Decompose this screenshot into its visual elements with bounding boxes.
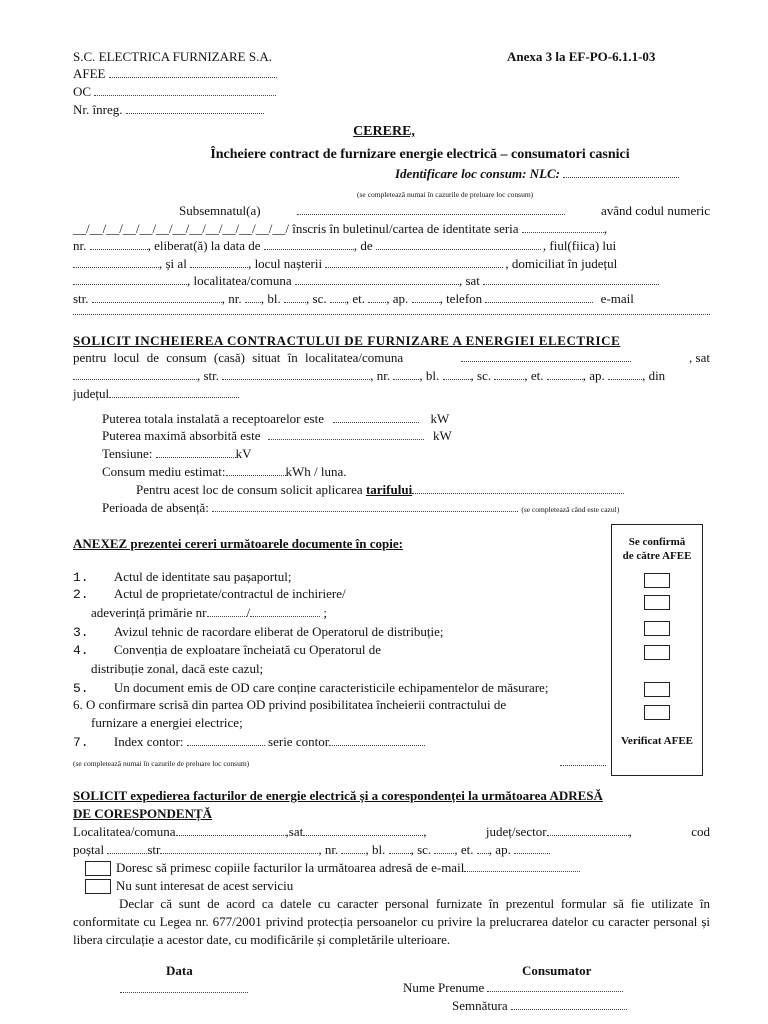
street-label: str. bbox=[73, 291, 89, 306]
street-input[interactable] bbox=[92, 291, 222, 303]
absence-note: (se completează când este cazul) bbox=[521, 505, 620, 514]
mailing-apartment-input[interactable] bbox=[514, 842, 550, 854]
mailing-number-label: , nr. bbox=[318, 842, 339, 857]
block-label: , bl. bbox=[260, 291, 281, 306]
annex-item-text: adeverință primărie nr bbox=[91, 605, 207, 620]
annex-item-4 bbox=[73, 642, 381, 658]
mother-input[interactable] bbox=[190, 256, 248, 268]
date-label: Data bbox=[166, 963, 193, 978]
mailing-line-2 bbox=[73, 842, 550, 857]
request-line-2 bbox=[73, 368, 665, 383]
power-max-unit: kW bbox=[432, 428, 452, 443]
afee-box-title-line-1: Se confirmă bbox=[628, 536, 686, 548]
request-heading: SOLICIT INCHEIEREA CONTRACTULUI DE FURNIZARE A ENERGIEI ELECTRICE bbox=[73, 333, 621, 348]
afee-check-4[interactable] bbox=[644, 645, 670, 660]
issue-date-input[interactable] bbox=[264, 238, 354, 250]
block-input[interactable] bbox=[284, 291, 306, 303]
county-input[interactable] bbox=[73, 273, 187, 285]
mailing-number-input[interactable] bbox=[341, 842, 365, 854]
power-installed-label: Puterea totala instalată a receptoarelor este bbox=[102, 411, 324, 426]
locality-input[interactable] bbox=[295, 273, 459, 285]
issued-by-input[interactable] bbox=[376, 238, 541, 250]
annex-item-2 bbox=[73, 586, 346, 602]
stair-label: , sc. bbox=[306, 291, 327, 306]
afee-check-1[interactable] bbox=[644, 573, 670, 588]
apartment-label: , ap. bbox=[386, 291, 409, 306]
location-apartment-input[interactable] bbox=[608, 368, 642, 380]
annex-item-6 bbox=[73, 697, 506, 712]
meter-serial-label: serie contor bbox=[268, 734, 330, 749]
mailing-postcode-label: cod bbox=[691, 824, 710, 839]
location-county-prefix: , din bbox=[642, 368, 666, 383]
applicant-name-label: Subsemnatul(a) bbox=[179, 203, 261, 218]
voltage-field[interactable] bbox=[102, 446, 252, 461]
phone-label: , telefon bbox=[439, 291, 483, 306]
afee-check-3[interactable] bbox=[644, 621, 670, 636]
nlc-note: (se completează numai în cazurile de preluare loc consum) bbox=[357, 190, 534, 199]
annex-item-text: Actul de identitate sau pașaportul; bbox=[113, 569, 292, 584]
consumer-name-field[interactable] bbox=[403, 980, 623, 995]
annex-heading: ANEXEZ prezentei cereri următoarele documente în copie: bbox=[73, 536, 403, 551]
signature-field[interactable] bbox=[452, 998, 627, 1013]
number-label: , nr. bbox=[221, 291, 242, 306]
issued-by-label: , de bbox=[353, 238, 373, 253]
location-street-label: , str. bbox=[197, 368, 220, 383]
not-interested-checkbox[interactable] bbox=[85, 879, 111, 894]
location-number-input[interactable] bbox=[393, 368, 419, 380]
id-number-input[interactable] bbox=[90, 238, 148, 250]
invoice-email-input[interactable] bbox=[464, 860, 580, 872]
tariff-input[interactable] bbox=[412, 482, 624, 494]
applicant-line-4 bbox=[73, 256, 617, 271]
annex-item-number: 7. bbox=[73, 735, 89, 750]
power-max-label: Puterea maximă absorbită este bbox=[102, 428, 261, 443]
signature-input[interactable] bbox=[511, 998, 627, 1010]
location-county-input[interactable] bbox=[109, 386, 239, 398]
mailing-county-group bbox=[486, 824, 632, 839]
annex-item-5 bbox=[73, 680, 548, 696]
cnp-input[interactable]: __/__/__/__/__/__/__/__/__/__/__/__/__/ bbox=[73, 221, 289, 236]
date-input[interactable] bbox=[120, 992, 248, 993]
location-locality-label: pentru locul de consum (casă) situat în localitatea/comuna bbox=[73, 350, 404, 365]
location-county-label: județul bbox=[73, 386, 110, 401]
locality-label: , localitatea/comuna bbox=[187, 273, 292, 288]
mailing-locality-label: Localitatea/comuna bbox=[73, 824, 176, 839]
mailing-postcode-input[interactable] bbox=[107, 842, 147, 854]
nlc-label: Identificare loc consum: NLC: bbox=[395, 166, 561, 181]
applicant-line-2: __/__/__/__/__/__/__/__/__/__/__/__/__/ înscris în buletinul/cartea de identitate seria , bbox=[73, 221, 608, 236]
power-installed-field[interactable] bbox=[102, 411, 449, 426]
id-series-label: înscris în buletinul/cartea de identitate seria bbox=[292, 221, 519, 236]
cnp-label: având codul numeric bbox=[600, 203, 710, 218]
consumer-name-label: Nume Prenume bbox=[403, 980, 485, 995]
applicant-name-input[interactable] bbox=[297, 203, 565, 215]
village-label: , sat bbox=[458, 273, 480, 288]
location-village-label: , sat bbox=[689, 350, 710, 365]
oc-input[interactable] bbox=[94, 84, 276, 96]
city-hall-cert-date-input[interactable] bbox=[250, 605, 320, 617]
absence-field[interactable] bbox=[102, 500, 619, 515]
afee-check-2[interactable] bbox=[644, 595, 670, 610]
location-floor-label: , et. bbox=[524, 368, 544, 383]
nlc-input[interactable] bbox=[563, 166, 679, 178]
afee-label: AFEE bbox=[73, 66, 106, 81]
consumption-input[interactable] bbox=[226, 464, 286, 476]
mailing-postcode-label-cont: poștal bbox=[73, 842, 105, 857]
annex-reference: Anexa 3 la EF-PO-6.1.1-03 bbox=[507, 49, 656, 64]
number-input[interactable] bbox=[245, 291, 261, 303]
mailing-comma: , bbox=[423, 824, 427, 839]
annex-item-2-cont bbox=[91, 605, 327, 620]
voltage-label: Tensiune: bbox=[102, 446, 153, 461]
issue-date-label: , eliberat(ă) la data de bbox=[147, 238, 261, 253]
applicant-line-6 bbox=[73, 291, 634, 306]
mailing-village-input[interactable] bbox=[303, 824, 423, 836]
applicant-line-5 bbox=[73, 273, 659, 288]
id-series-input[interactable] bbox=[522, 221, 604, 233]
mailing-apartment-label: , ap. bbox=[488, 842, 511, 857]
annex-item-terminator: ; bbox=[323, 605, 327, 620]
afee-box-footer: Verificat AFEE bbox=[621, 735, 693, 747]
mailing-stair-label: , sc. bbox=[410, 842, 432, 857]
mailing-street-input[interactable] bbox=[160, 842, 318, 854]
meter-index-input[interactable] bbox=[187, 734, 265, 746]
father-input[interactable] bbox=[73, 256, 159, 268]
mailing-comma: , bbox=[628, 824, 632, 839]
afee-verify-signature-input[interactable] bbox=[560, 765, 606, 766]
annex-note: (se completează numai în cazurile de preluare loc consum) bbox=[73, 759, 250, 768]
afee-box-title bbox=[612, 535, 702, 563]
annex-item-7 bbox=[73, 734, 425, 750]
gdpr-consent-text: Declar că sunt de acord ca datele cu caracter personal furnizate în prezentul formular să fie utilizate în conformitate cu Legea nr. 677/2001 privind protecția persoanelor cu privire la prelucrarea datelor cu caracter personal și libera circulație a acestor date, cu modificările și completările ulterioare. bbox=[73, 896, 710, 947]
power-installed-input[interactable] bbox=[333, 411, 419, 423]
email-label: e-mail bbox=[600, 291, 634, 306]
annex-item-4-cont: distribuție zonal, dacă este cazul; bbox=[91, 661, 264, 676]
location-block-label: , bl. bbox=[419, 368, 440, 383]
apartment-input[interactable] bbox=[412, 291, 440, 303]
mailing-county-label: județ/sector bbox=[485, 824, 547, 839]
request-line-1 bbox=[73, 350, 710, 365]
mailing-floor-label: , et. bbox=[454, 842, 474, 857]
absence-label: Perioada de absență: bbox=[102, 500, 209, 515]
consumption-field[interactable] bbox=[102, 464, 347, 479]
consumer-label: Consumator bbox=[522, 963, 592, 978]
mailing-block-input[interactable] bbox=[389, 842, 411, 854]
reg-no-label: Nr. înreg. bbox=[73, 102, 123, 117]
mailing-county-input[interactable] bbox=[547, 824, 629, 836]
mailing-locality-input[interactable] bbox=[176, 824, 286, 836]
afee-check-5[interactable] bbox=[644, 682, 670, 697]
annex-item-number: 2. bbox=[73, 587, 89, 602]
consumption-label: Consum mediu estimat: bbox=[102, 464, 226, 479]
afee-field[interactable] bbox=[73, 66, 277, 81]
mother-label: , și al bbox=[159, 256, 187, 271]
nlc-field[interactable] bbox=[395, 166, 679, 181]
signature-label: Semnătura bbox=[452, 998, 508, 1013]
reg-no-input[interactable] bbox=[126, 102, 264, 114]
email-invoice-label: Doresc să primesc copiile facturilor la următoarea adresă de e-mail bbox=[116, 860, 465, 875]
applicant-line-3 bbox=[73, 238, 616, 253]
annex-item-text: Un document emis de OD care conține caracteristicile echipamentelor de măsurare; bbox=[113, 680, 549, 695]
location-floor-input[interactable] bbox=[547, 368, 583, 380]
id-number-label: nr. bbox=[73, 238, 87, 253]
annex-item-number: 1. bbox=[73, 570, 89, 585]
location-stair-label: , sc. bbox=[470, 368, 492, 383]
power-max-input[interactable] bbox=[268, 428, 424, 440]
company-name: S.C. ELECTRICA FURNIZARE S.A. bbox=[73, 49, 272, 64]
stair-input[interactable] bbox=[330, 291, 346, 303]
location-street-input[interactable] bbox=[222, 368, 370, 380]
annex-item-text: Actul de proprietate/contractul de inchiriere/ bbox=[113, 586, 346, 601]
annex-item-1 bbox=[73, 569, 291, 585]
mailing-locality-group bbox=[73, 824, 426, 839]
mailing-floor-input[interactable] bbox=[477, 842, 489, 854]
location-locality-input[interactable] bbox=[461, 350, 631, 362]
tariff-field[interactable] bbox=[136, 482, 624, 497]
location-number-label: , nr. bbox=[370, 368, 391, 383]
annex-item-number: 5. bbox=[73, 681, 89, 696]
tariff-label-bold: tarifului bbox=[365, 482, 413, 497]
email-invoice-option bbox=[116, 860, 580, 875]
reg-no-field[interactable] bbox=[73, 102, 264, 117]
annex-item-text: Index contor: bbox=[113, 734, 184, 749]
mailing-street-label: str bbox=[147, 842, 161, 857]
annex-item-separator: / bbox=[246, 605, 251, 620]
annex-item-text: O confirmare scrisă din partea OD privind posibilitatea încheierii contractului de bbox=[86, 697, 507, 712]
floor-label: , et. bbox=[345, 291, 366, 306]
voltage-unit: kV bbox=[235, 446, 252, 461]
annex-item-number: 3. bbox=[73, 625, 89, 640]
mailing-stair-input[interactable] bbox=[434, 842, 454, 854]
oc-field[interactable] bbox=[73, 84, 276, 99]
city-hall-cert-number-input[interactable] bbox=[207, 605, 247, 617]
afee-box-title-line-2: de către AFEE bbox=[622, 550, 692, 562]
phone-input[interactable] bbox=[485, 291, 593, 303]
location-apartment-label: , ap. bbox=[582, 368, 605, 383]
location-village-input[interactable] bbox=[73, 368, 197, 380]
request-line-3 bbox=[73, 386, 239, 401]
consumer-name-input[interactable] bbox=[487, 980, 623, 992]
county-label: , domiciliat în județul bbox=[505, 256, 618, 271]
village-input[interactable] bbox=[483, 273, 659, 285]
birthplace-label: , locul nașterii bbox=[248, 256, 323, 271]
annex-item-6-cont: furnizare a energiei electrice; bbox=[91, 715, 243, 730]
not-interested-label: Nu sunt interesat de acest serviciu bbox=[116, 878, 294, 893]
mailing-block-label: , bl. bbox=[365, 842, 386, 857]
oc-label: OC bbox=[73, 84, 92, 99]
afee-input[interactable] bbox=[109, 66, 277, 78]
mailing-heading-line-2: DE CORESPONDENȚĂ bbox=[73, 806, 213, 821]
father-label: , fiul(fiica) lui bbox=[542, 238, 617, 253]
voltage-input[interactable] bbox=[156, 446, 236, 458]
location-block-input[interactable] bbox=[443, 368, 471, 380]
applicant-line-1 bbox=[73, 203, 710, 218]
annex-item-3 bbox=[73, 624, 444, 640]
annex-item-number: 6. bbox=[73, 697, 83, 712]
mailing-village-label: ,sat bbox=[285, 824, 304, 839]
annex-item-text: Convenția de exploatare încheiată cu Operatorul de bbox=[113, 642, 381, 657]
page-title: CERERE, bbox=[353, 124, 415, 139]
absence-input[interactable] bbox=[212, 500, 518, 512]
email-invoice-checkbox[interactable] bbox=[85, 861, 111, 876]
floor-input[interactable] bbox=[368, 291, 386, 303]
email-input[interactable] bbox=[73, 314, 710, 315]
mailing-line-1 bbox=[73, 824, 710, 839]
power-installed-unit: kW bbox=[430, 411, 450, 426]
page-subtitle: Încheiere contract de furnizare energie electrică – consumatori casnici bbox=[210, 147, 630, 162]
mailing-heading-line-1: SOLICIT expedierea facturilor de energie electrică și a corespondenței la următoarea ADRESĂ bbox=[73, 788, 603, 803]
location-stair-input[interactable] bbox=[494, 368, 524, 380]
annex-item-number: 4. bbox=[73, 643, 89, 658]
meter-serial-input[interactable] bbox=[329, 734, 425, 746]
tariff-label: Pentru acest loc de consum solicit aplicarea bbox=[136, 482, 363, 497]
power-max-field[interactable] bbox=[102, 428, 452, 443]
afee-check-6[interactable] bbox=[644, 705, 670, 720]
birthplace-input[interactable] bbox=[325, 256, 503, 268]
annex-item-text: Avizul tehnic de racordare eliberat de Operatorul de distribuție; bbox=[113, 624, 444, 639]
consumption-unit: kWh / luna. bbox=[285, 464, 347, 479]
